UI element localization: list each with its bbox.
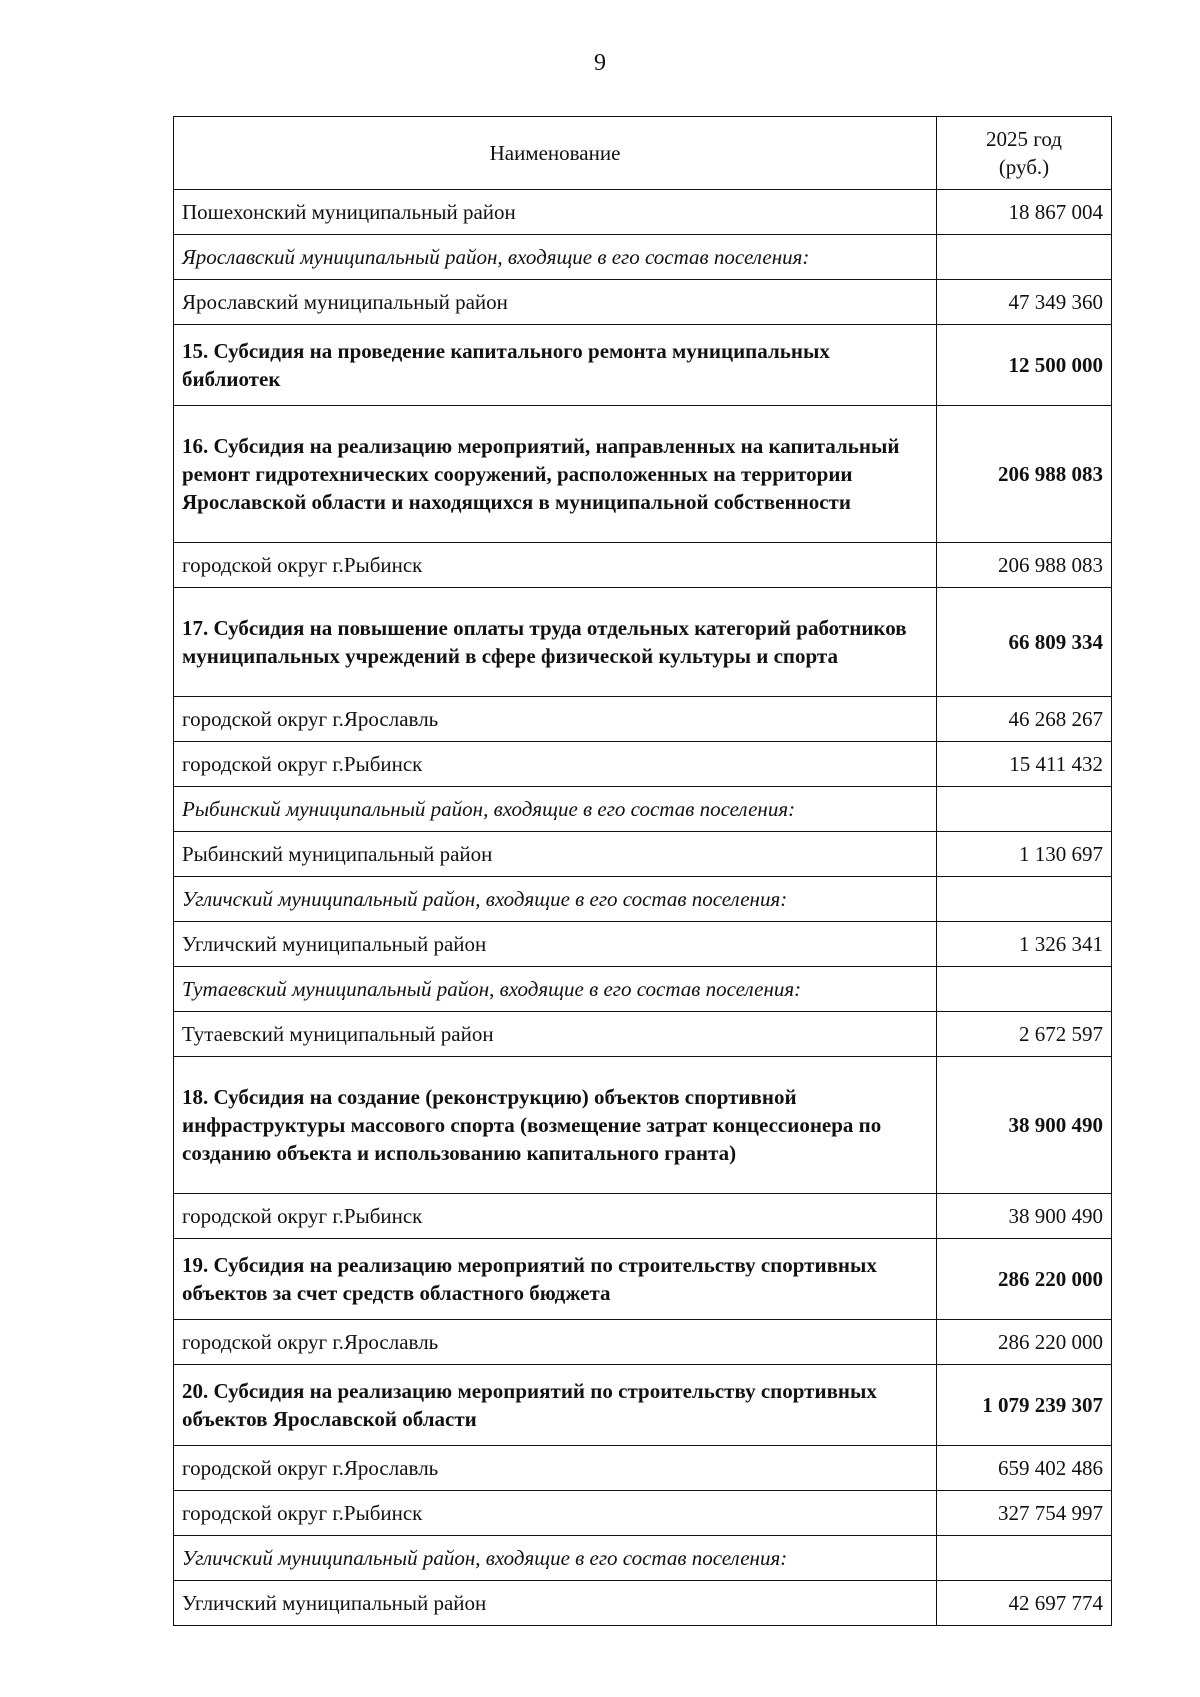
row-value-cell: 206 988 083 bbox=[937, 406, 1112, 543]
table-row-subsidy bbox=[174, 588, 1112, 697]
table-row bbox=[174, 190, 1112, 235]
table-row-subsidy bbox=[174, 406, 1112, 543]
row-name-cell: Ярославский муниципальный район bbox=[174, 280, 937, 325]
table-row bbox=[174, 1320, 1112, 1365]
row-value-cell: 15 411 432 bbox=[937, 742, 1112, 787]
column-header-year bbox=[937, 117, 1112, 190]
row-value-cell: 2 672 597 bbox=[937, 1012, 1112, 1057]
row-name-cell: городской округ г.Ярославль bbox=[174, 1320, 937, 1365]
row-name-cell: Угличский муниципальный район, входящие в его состав поселения: bbox=[174, 877, 937, 922]
row-value-cell: 12 500 000 bbox=[937, 325, 1112, 406]
table-row bbox=[174, 742, 1112, 787]
row-value-cell bbox=[937, 877, 1112, 922]
table-row-group bbox=[174, 877, 1112, 922]
column-header-year-line2: (руб.) bbox=[998, 155, 1050, 179]
table-row-subsidy bbox=[174, 1239, 1112, 1320]
row-name-cell: 19. Субсидия на реализацию мероприятий по строительству спортивных объектов за счет средств областного бюджета bbox=[174, 1239, 937, 1320]
row-name-cell: Рыбинский муниципальный район bbox=[174, 832, 937, 877]
row-name-cell: Рыбинский муниципальный район, входящие в его состав поселения: bbox=[174, 787, 937, 832]
row-value-cell: 659 402 486 bbox=[937, 1446, 1112, 1491]
table-row-subsidy bbox=[174, 1057, 1112, 1194]
row-value-cell: 38 900 490 bbox=[937, 1057, 1112, 1194]
table-row-group bbox=[174, 1536, 1112, 1581]
row-value-cell: 42 697 774 bbox=[937, 1581, 1112, 1626]
row-name-cell: городской округ г.Ярославль bbox=[174, 1446, 937, 1491]
row-value-cell: 286 220 000 bbox=[937, 1320, 1112, 1365]
table-row bbox=[174, 832, 1112, 877]
row-name-cell: Тутаевский муниципальный район, входящие в его состав поселения: bbox=[174, 967, 937, 1012]
subsidy-table bbox=[173, 116, 1112, 1626]
row-name-cell: 16. Субсидия на реализацию мероприятий, направленных на капитальный ремонт гидротехнических сооружений, расположенных на территории Ярославской области и находящихся в муниципальной собственности bbox=[174, 406, 937, 543]
table-row bbox=[174, 1446, 1112, 1491]
row-name-cell: 15. Субсидия на проведение капитального ремонта муниципальных библиотек bbox=[174, 325, 937, 406]
row-value-cell: 327 754 997 bbox=[937, 1491, 1112, 1536]
row-value-cell bbox=[937, 787, 1112, 832]
table-row-group bbox=[174, 235, 1112, 280]
row-name-cell: городской округ г.Рыбинск bbox=[174, 543, 937, 588]
table-row bbox=[174, 280, 1112, 325]
row-name-cell: 18. Субсидия на создание (реконструкцию) объектов спортивной инфраструктуры массового спорта (возмещение затрат концессионера по созданию объекта и использованию капитального гранта) bbox=[174, 1057, 937, 1194]
row-value-cell bbox=[937, 1536, 1112, 1581]
row-name-cell: городской округ г.Рыбинск bbox=[174, 1491, 937, 1536]
column-header-year-line1: 2025 год bbox=[986, 127, 1062, 151]
table-row bbox=[174, 1581, 1112, 1626]
table-row bbox=[174, 1194, 1112, 1239]
table-row-subsidy bbox=[174, 1365, 1112, 1446]
row-name-cell: городской округ г.Ярославль bbox=[174, 697, 937, 742]
table-row bbox=[174, 922, 1112, 967]
table-row bbox=[174, 543, 1112, 588]
table-header-row bbox=[174, 117, 1112, 190]
row-value-cell: 1 130 697 bbox=[937, 832, 1112, 877]
row-name-cell: Ярославский муниципальный район, входящие в его состав поселения: bbox=[174, 235, 937, 280]
row-value-cell: 38 900 490 bbox=[937, 1194, 1112, 1239]
row-value-cell: 47 349 360 bbox=[937, 280, 1112, 325]
row-name-cell: 20. Субсидия на реализацию мероприятий по строительству спортивных объектов Ярославской области bbox=[174, 1365, 937, 1446]
row-name-cell: Угличский муниципальный район, входящие в его состав поселения: bbox=[174, 1536, 937, 1581]
row-value-cell: 66 809 334 bbox=[937, 588, 1112, 697]
row-name-cell: 17. Субсидия на повышение оплаты труда отдельных категорий работников муниципальных учреждений в сфере физической культуры и спорта bbox=[174, 588, 937, 697]
row-name-cell: Угличский муниципальный район bbox=[174, 1581, 937, 1626]
table-row-group bbox=[174, 967, 1112, 1012]
row-name-cell: Тутаевский муниципальный район bbox=[174, 1012, 937, 1057]
table-row bbox=[174, 697, 1112, 742]
row-value-cell bbox=[937, 967, 1112, 1012]
row-value-cell: 18 867 004 bbox=[937, 190, 1112, 235]
row-value-cell: 46 268 267 bbox=[937, 697, 1112, 742]
row-value-cell: 206 988 083 bbox=[937, 543, 1112, 588]
row-value-cell bbox=[937, 235, 1112, 280]
row-name-cell: городской округ г.Рыбинск bbox=[174, 1194, 937, 1239]
table-row-group bbox=[174, 787, 1112, 832]
row-name-cell: городской округ г.Рыбинск bbox=[174, 742, 937, 787]
row-name-cell: Угличский муниципальный район bbox=[174, 922, 937, 967]
page-number: 9 bbox=[594, 50, 606, 76]
row-name-cell: Пошехонский муниципальный район bbox=[174, 190, 937, 235]
table-row bbox=[174, 1012, 1112, 1057]
row-value-cell: 286 220 000 bbox=[937, 1239, 1112, 1320]
table-row bbox=[174, 1491, 1112, 1536]
row-value-cell: 1 079 239 307 bbox=[937, 1365, 1112, 1446]
table-body bbox=[174, 190, 1112, 1626]
column-header-name: Наименование bbox=[174, 117, 937, 190]
table-row-subsidy bbox=[174, 325, 1112, 406]
row-value-cell: 1 326 341 bbox=[937, 922, 1112, 967]
